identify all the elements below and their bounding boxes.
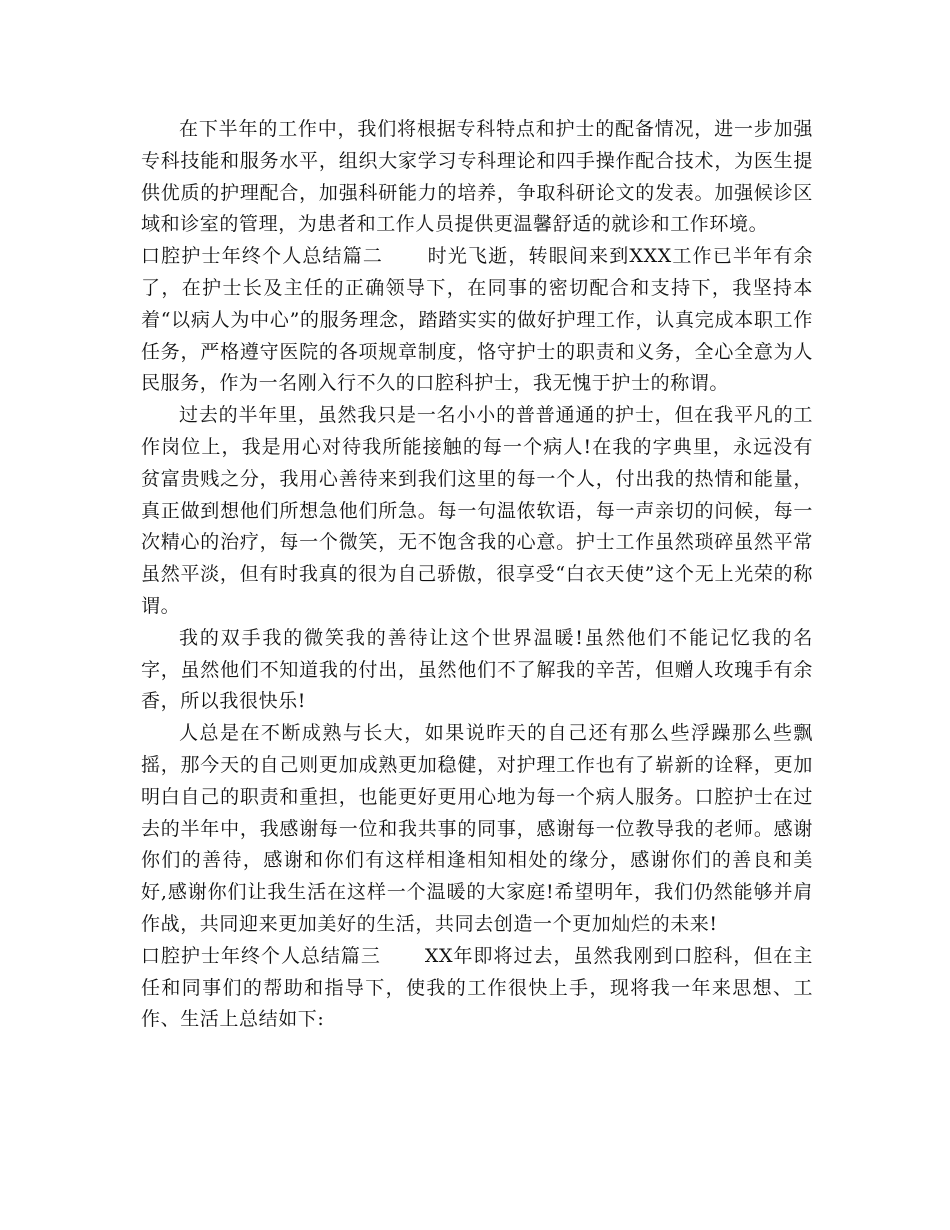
paragraph-5: 人总是在不断成熟与长大，如果说昨天的自己还有那么些浮躁那么些飘摇，那今天的自己则更加成熟更加稳健，对护理工作也有了崭新的诠释，更加明白自己的职责和重担，也能更好更用心地为每一个病人服务。口腔护士在过去的半年中，我感谢每一位和我共事的同事，感谢每一位教导我的老师。感谢你们的善待，感谢和你们有这样相逢相知相处的缘分，感谢你们的善良和美好,感谢你们让我生活在这样一个温暖的大家庭!希望明年，我们仍然能够并肩作战，共同迎来更加美好的生活，共同去创造一个更加灿烂的未来! <box>141 722 813 935</box>
paragraph-1: 在下半年的工作中，我们将根据专科特点和护士的配备情况，进一步加强专科技能和服务水平，组织大家学习专科理论和四手操作配合技术，为医生提供优质的护理配合，加强科研能力的培养，争取科研论文的发表。加强候诊区域和诊室的管理，为患者和工作人员提供更温馨舒适的就诊和工作环境。 <box>141 118 813 236</box>
section-heading-3: 口腔护士年终个人总结篇三 <box>141 944 381 967</box>
paragraph-2 <box>141 241 813 400</box>
document-body <box>141 114 813 1036</box>
section-heading-2: 口腔护士年终个人总结篇二 <box>141 245 384 268</box>
paragraph-6-text: XX年即将过去，虽然我刚到口腔科，但在主任和同事们的帮助和指导下，使我的工作很快上手，现将我一年来思想、工作、生活上总结如下: <box>141 944 814 1031</box>
paragraph-3: 过去的半年里，虽然我只是一名小小的普普通通的护士，但在我平凡的工作岗位上，我是用心对待我所能接触的每一个病人!在我的字典里，永远没有贫富贵贱之分，我用心善待来到我们这里的每一个人，付出我的热情和能量，真正做到想他们所想急他们所急。每一句温侬软语，每一声亲切的问候，每一次精心的治疗，每一个微笑，无不饱含我的心意。护士工作虽然琐碎虽然平常虽然平淡，但有时我真的很为自己骄傲，很享受“白衣天使”这个无上光荣的称谓。 <box>141 404 813 617</box>
paragraph-6 <box>141 941 813 1036</box>
paragraph-4: 我的双手我的微笑我的善待让这个世界温暖!虽然他们不能记忆我的名字，虽然他们不知道我的付出，虽然他们不了解我的辛苦，但赠人玫瑰手有余香，所以我很快乐! <box>141 626 813 713</box>
paragraph-2-text: 时光飞逝，转眼间来到XXX工作已半年有余了，在护士长及主任的正确领导下，在同事的密切配合和支持下，我坚持本着“以病人为中心”的服务理念，踏踏实实的做好护理工作，认真完成本职工作任务，严格遵守医院的各项规章制度，恪守护士的职责和义务，全心全意为人民服务，作为一名刚入行不久的口腔科护士，我无愧于护士的称谓。 <box>141 245 813 395</box>
